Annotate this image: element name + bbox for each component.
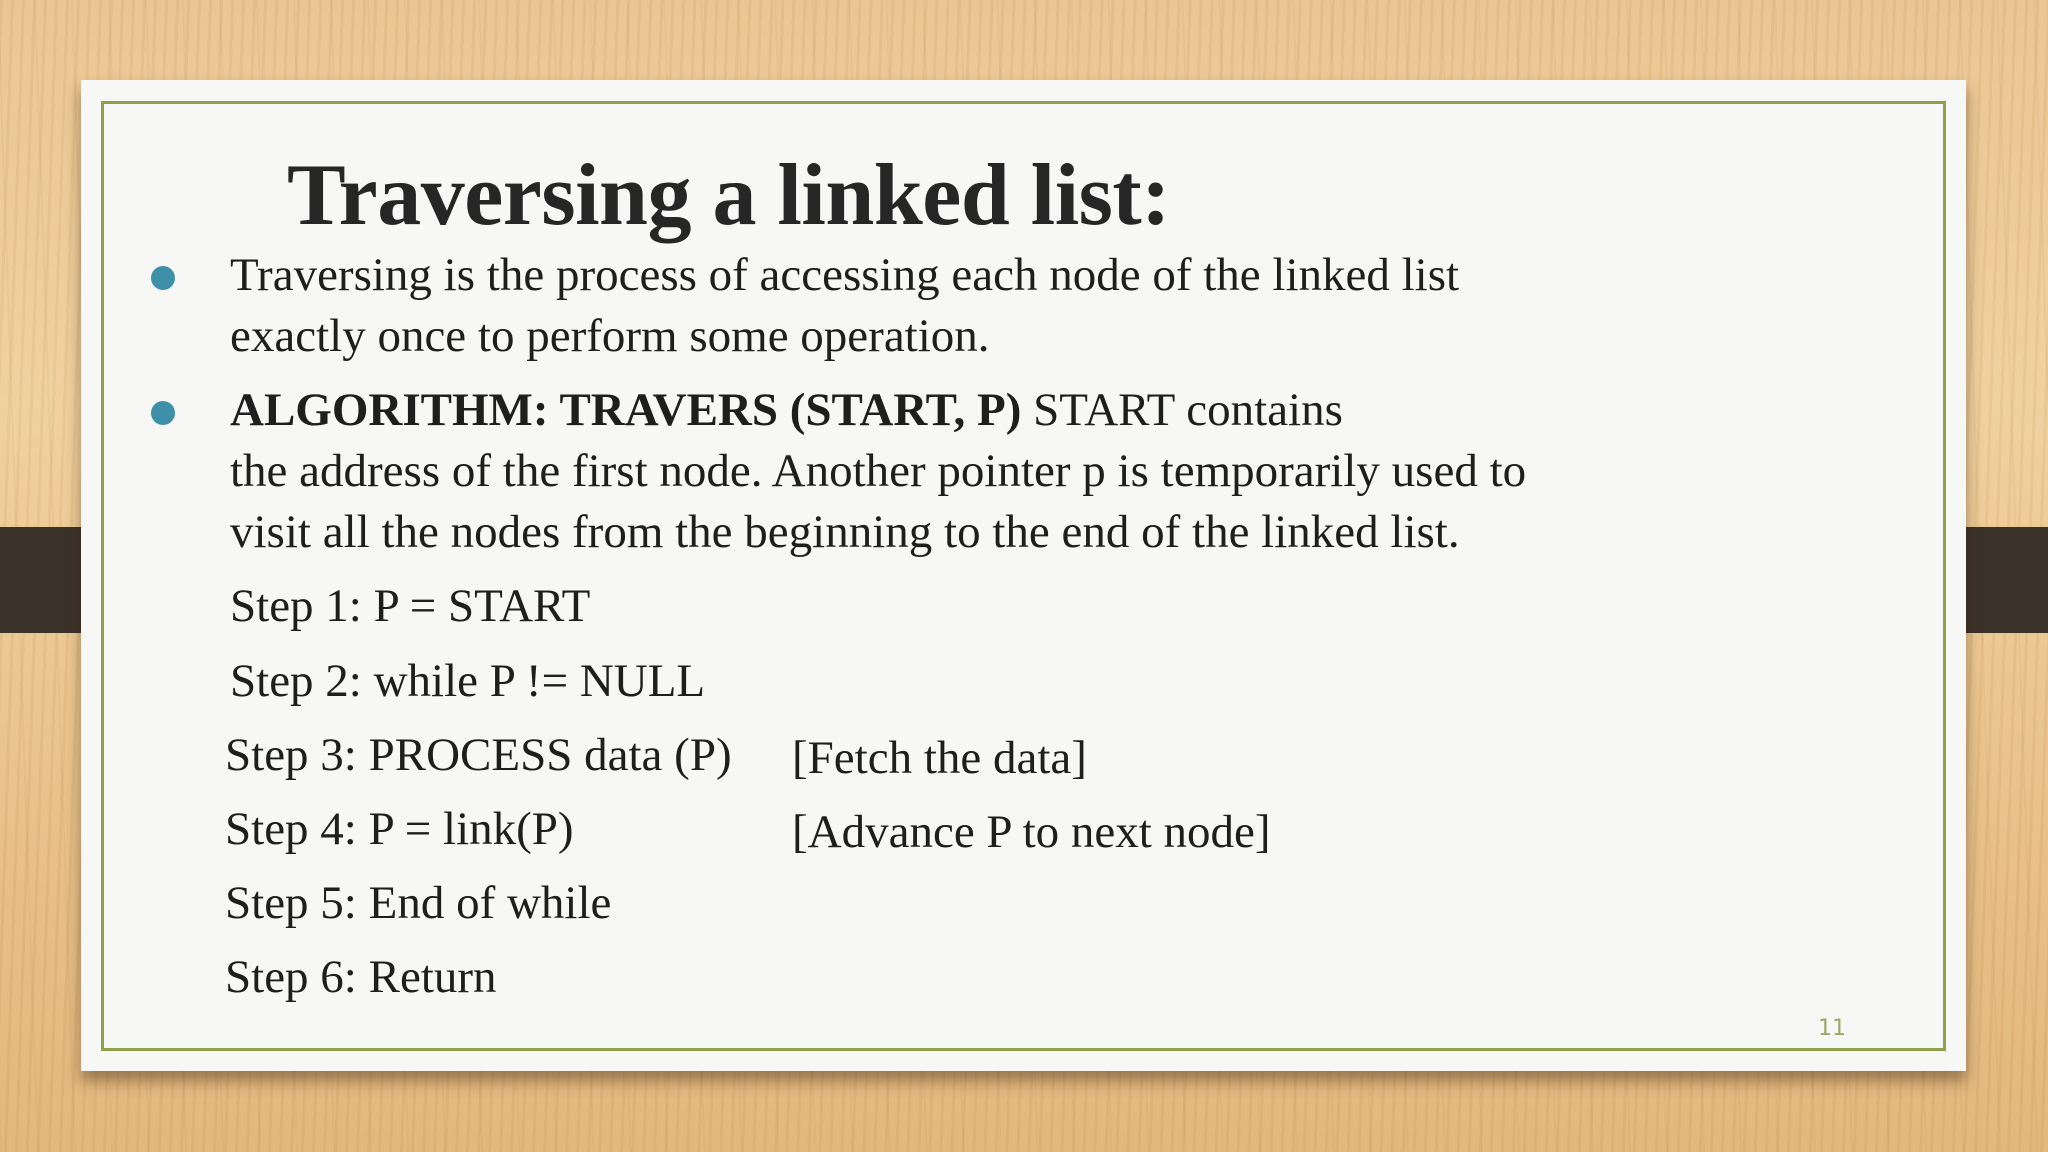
- step-4: Step 4: P = link(P): [225, 803, 574, 855]
- bullet-text-algorithm: ALGORITHM: TRAVERS (START, P) START contains the address of the first node. Another pointer p is temporarily used to visit all the nodes from the beginning to the end of the linked list.: [230, 384, 1527, 558]
- bullet-dot-icon: [151, 401, 175, 425]
- step-2: Step 2: while P != NULL: [230, 655, 706, 707]
- step-4-comment: [Advance P to next node]: [792, 806, 1271, 858]
- bullet-text-definition: Traversing is the process of accessing each node of the linked list exactly once to perform some operation.: [230, 249, 1460, 362]
- step-6: Step 6: Return: [225, 951, 497, 1003]
- bullet-dot-icon: [151, 266, 175, 290]
- step-1: Step 1: P = START: [230, 580, 591, 632]
- algorithm-heading: ALGORITHM: TRAVERS (START, P): [230, 384, 1022, 436]
- page-number: 11: [1818, 1016, 1846, 1041]
- slide-title: Traversing a linked list:: [287, 147, 1171, 244]
- step-3-comment: [Fetch the data]: [792, 732, 1087, 784]
- step-5: Step 5: End of while: [225, 877, 612, 929]
- step-3: Step 3: PROCESS data (P): [225, 729, 732, 781]
- slide: [81, 80, 1966, 1071]
